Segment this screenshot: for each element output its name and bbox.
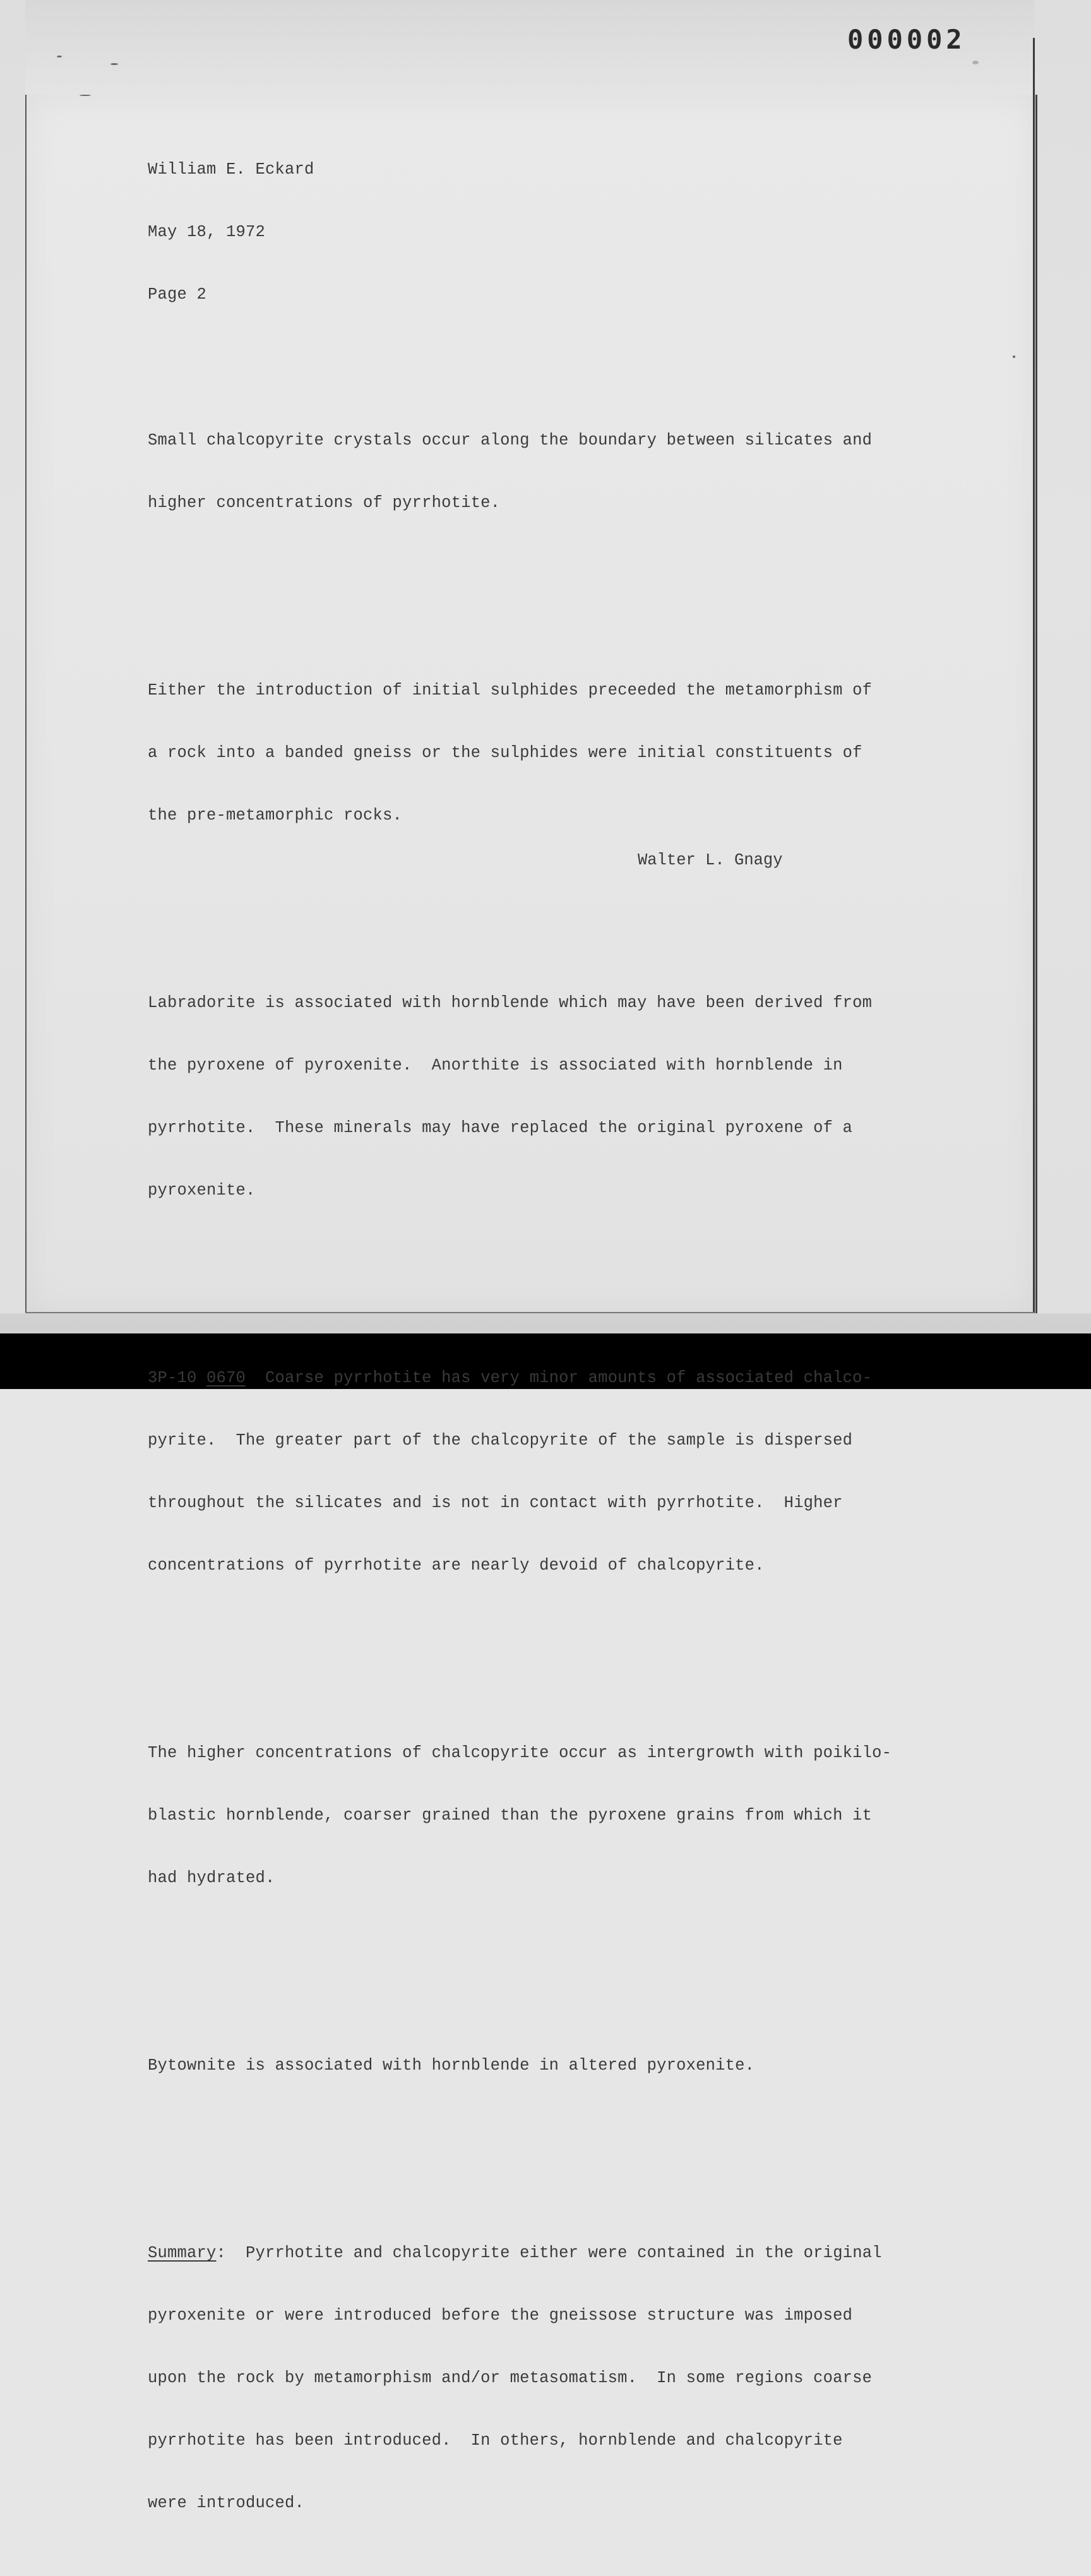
scan-speck — [57, 56, 62, 57]
text-line: were introduced. — [148, 2494, 305, 2512]
letter-date: May 18, 1972 — [148, 223, 266, 241]
text-line: Either the introduction of initial sulphides preceeded the metamorphism of — [148, 681, 873, 700]
text-line: pyroxenite or were introduced before the gneissose structure was imposed — [148, 2306, 853, 2325]
sample-prefix: 3P-10 — [148, 1369, 207, 1387]
summary-paragraph — [148, 2201, 956, 2555]
paragraph — [148, 388, 956, 555]
sample-first-line: Coarse pyrrhotite has very minor amounts of associated chalco- — [246, 1369, 873, 1387]
text-line: pyrrhotite. These minerals may have replaced the original pyroxene of a — [148, 1119, 853, 1137]
signature-name: Walter L. Gnagy — [638, 851, 783, 869]
sample-code: 0670 — [206, 1369, 246, 1387]
scan-speck — [972, 61, 979, 64]
text-line — [148, 1368, 956, 1388]
text-line: pyrrhotite has been introduced. In others, hornblende and chalcopyrite — [148, 2431, 843, 2450]
text-line: pyrite. The greater part of the chalcopyrite of the sample is dispersed — [148, 1431, 853, 1450]
text-line: the pre-metamorphic rocks. — [148, 806, 403, 825]
text-line: a rock into a banded gneiss or the sulphides were initial constituents of — [148, 744, 862, 762]
paragraph — [148, 638, 956, 868]
text-line: had hydrated. — [148, 1869, 275, 1887]
text-line — [148, 2243, 956, 2263]
paragraph — [148, 2013, 956, 2118]
recipient-name: William E. Eckard — [148, 160, 314, 179]
text-line: upon the rock by metamorphism and/or metasomatism. In some regions coarse — [148, 2369, 873, 2387]
paragraph — [148, 951, 956, 1243]
summary-label: Summary — [148, 2244, 217, 2262]
text-line: Labradorite is associated with hornblende which may have been derived from — [148, 994, 873, 1012]
text-line: pyroxenite. — [148, 1181, 256, 1200]
text-line: higher concentrations of pyrrhotite. — [148, 494, 501, 512]
text-line: Bytownite is associated with hornblende in altered pyroxenite. — [148, 2056, 755, 2075]
text-line: Small chalcopyrite crystals occur along the boundary between silicates and — [148, 431, 873, 450]
text-line: throughout the silicates and is not in contact with pyrrhotite. Higher — [148, 1494, 843, 1512]
text-line: the pyroxene of pyroxenite. Anorthite is associated with hornblende in — [148, 1056, 843, 1075]
scan-speck — [110, 63, 118, 65]
text-line: blastic hornblende, coarser grained than the pyroxene grains from which it — [148, 1806, 873, 1825]
text-line: concentrations of pyrrhotite are nearly devoid of chalcopyrite. — [148, 1556, 765, 1575]
page-number: Page 2 — [148, 285, 207, 304]
letter-body — [148, 117, 956, 2576]
text-line: The higher concentrations of chalcopyrite occur as intergrowth with poikilo- — [148, 1744, 892, 1762]
summary-first-line: : Pyrrhotite and chalcopyrite either were contained in the original — [216, 2244, 882, 2262]
scan-speck — [1013, 355, 1015, 358]
document-number-stamp: 000002 — [847, 24, 966, 55]
paper-right-edge — [1033, 38, 1035, 1313]
sample-paragraph — [148, 1326, 956, 1618]
scan-speck — [80, 95, 91, 96]
paragraph — [148, 1701, 956, 1930]
